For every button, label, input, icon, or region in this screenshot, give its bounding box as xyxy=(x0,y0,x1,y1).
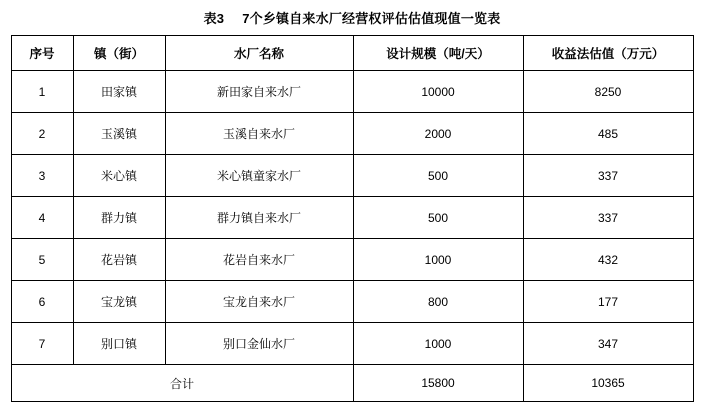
table-header-row xyxy=(11,36,693,71)
cell-seq: 7 xyxy=(11,323,73,365)
cell-seq: 6 xyxy=(11,281,73,323)
cell-total-scale: 15800 xyxy=(353,365,523,402)
column-header-plant: 水厂名称 xyxy=(165,36,353,71)
cell-value: 485 xyxy=(523,113,693,155)
table-row xyxy=(11,323,693,365)
cell-town: 花岩镇 xyxy=(73,239,165,281)
cell-seq: 1 xyxy=(11,71,73,113)
column-header-town: 镇（街） xyxy=(73,36,165,71)
cell-total-label: 合计 xyxy=(11,365,353,402)
column-header-scale: 设计规模（吨/天） xyxy=(353,36,523,71)
cell-scale: 800 xyxy=(353,281,523,323)
cell-scale: 1000 xyxy=(353,239,523,281)
cell-town: 群力镇 xyxy=(73,197,165,239)
cell-scale: 500 xyxy=(353,155,523,197)
table-row xyxy=(11,113,693,155)
cell-seq: 2 xyxy=(11,113,73,155)
cell-value: 337 xyxy=(523,155,693,197)
table-row xyxy=(11,197,693,239)
column-header-value: 收益法估值（万元） xyxy=(523,36,693,71)
cell-town: 田家镇 xyxy=(73,71,165,113)
title-text: 7个乡镇自来水厂经营权评估估值现值一览表 xyxy=(242,11,501,26)
table-row xyxy=(11,281,693,323)
table-body xyxy=(11,71,693,402)
cell-value: 177 xyxy=(523,281,693,323)
cell-town: 宝龙镇 xyxy=(73,281,165,323)
cell-plant: 新田家自来水厂 xyxy=(165,71,353,113)
cell-plant: 花岩自来水厂 xyxy=(165,239,353,281)
cell-seq: 5 xyxy=(11,239,73,281)
cell-value: 8250 xyxy=(523,71,693,113)
cell-value: 432 xyxy=(523,239,693,281)
cell-town: 米心镇 xyxy=(73,155,165,197)
title-number: 表3 xyxy=(203,11,225,26)
table-row xyxy=(11,155,693,197)
table-row xyxy=(11,239,693,281)
cell-total-value: 10365 xyxy=(523,365,693,402)
water-plant-valuation-table xyxy=(11,35,694,402)
cell-seq: 4 xyxy=(11,197,73,239)
cell-scale: 2000 xyxy=(353,113,523,155)
cell-seq: 3 xyxy=(11,155,73,197)
cell-plant: 米心镇童家水厂 xyxy=(165,155,353,197)
table-header xyxy=(11,36,693,71)
column-header-seq: 序号 xyxy=(11,36,73,71)
cell-scale: 1000 xyxy=(353,323,523,365)
cell-plant: 别口金仙水厂 xyxy=(165,323,353,365)
cell-town: 玉溪镇 xyxy=(73,113,165,155)
cell-plant: 群力镇自来水厂 xyxy=(165,197,353,239)
cell-plant: 宝龙自来水厂 xyxy=(165,281,353,323)
cell-plant: 玉溪自来水厂 xyxy=(165,113,353,155)
cell-scale: 500 xyxy=(353,197,523,239)
cell-value: 337 xyxy=(523,197,693,239)
table-row xyxy=(11,71,693,113)
page-title xyxy=(0,0,704,35)
cell-scale: 10000 xyxy=(353,71,523,113)
cell-value: 347 xyxy=(523,323,693,365)
cell-town: 别口镇 xyxy=(73,323,165,365)
table-total-row xyxy=(11,365,693,402)
